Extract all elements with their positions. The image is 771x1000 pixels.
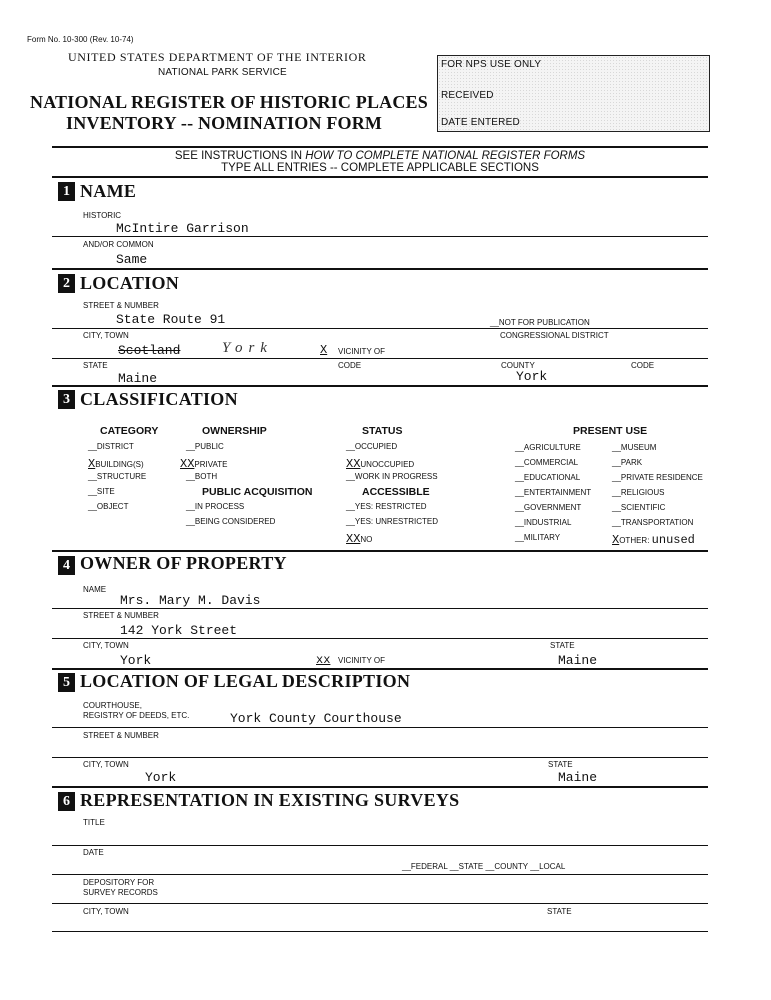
owner-street-field[interactable]: 142 York Street <box>120 623 238 638</box>
present-use-list-left <box>515 443 591 548</box>
nps-use-box <box>437 55 710 132</box>
owner-state-label: STATE <box>550 641 575 650</box>
form-title-line1: NATIONAL REGISTER OF HISTORIC PLACES <box>30 92 428 112</box>
owner-city-label: CITY, TOWN <box>83 641 129 650</box>
use-educational[interactable]: __EDUCATIONAL <box>515 473 581 482</box>
acquisition-in-process[interactable]: __IN PROCESS <box>186 502 245 511</box>
instructions-link[interactable]: HOW TO COMPLETE NATIONAL REGISTER FORMS <box>305 150 586 162</box>
category-object[interactable]: __OBJECT <box>88 502 129 511</box>
common-name-label: AND/OR COMMON <box>83 240 154 249</box>
form-title-line2: INVENTORY -- NOMINATION FORM <box>66 113 383 133</box>
category-district[interactable]: __DISTRICT <box>88 442 134 451</box>
use-other[interactable]: XOTHER: unused <box>612 533 695 547</box>
vicinity-mark[interactable]: X <box>320 343 328 357</box>
use-industrial[interactable]: __INDUSTRIAL <box>515 518 572 527</box>
public-acquisition-heading: PUBLIC ACQUISITION <box>202 486 313 498</box>
category-site[interactable]: __SITE <box>88 487 115 496</box>
category-buildings[interactable]: XBUILDING(S) <box>88 457 144 471</box>
received-label: RECEIVED <box>441 90 494 101</box>
accessible-no[interactable]: XXNO <box>346 532 373 546</box>
section-2-number: 2 <box>58 274 75 293</box>
location-street-field[interactable]: State Route 91 <box>116 312 226 327</box>
congressional-district-label: CONGRESSIONAL DISTRICT <box>500 331 609 340</box>
county-code-label: CODE <box>631 361 655 370</box>
use-agriculture[interactable]: __AGRICULTURE <box>515 443 581 452</box>
depository-label-2: SURVEY RECORDS <box>83 888 158 897</box>
status-occupied[interactable]: __OCCUPIED <box>346 442 398 451</box>
section-3-number: 3 <box>58 390 75 409</box>
accessible-heading: ACCESSIBLE <box>362 486 430 498</box>
section-5-number: 5 <box>58 673 75 692</box>
location-city-label: CITY, TOWN <box>83 331 129 340</box>
ownership-private[interactable]: XXPRIVATE <box>180 457 228 471</box>
use-museum[interactable]: __MUSEUM <box>612 443 657 452</box>
common-name-field[interactable]: Same <box>116 252 148 267</box>
section-2-title: LOCATION <box>80 273 180 293</box>
legal-city-field[interactable]: York <box>145 770 177 785</box>
owner-name-label: NAME <box>83 585 107 594</box>
present-use-heading: PRESENT USE <box>573 425 648 437</box>
legal-street-label: STREET & NUMBER <box>83 731 159 740</box>
section-6-number: 6 <box>58 792 75 811</box>
use-commercial[interactable]: __COMMERCIAL <box>515 458 579 467</box>
section-6-title: REPRESENTATION IN EXISTING SURVEYS <box>80 790 460 810</box>
accessible-unrestricted[interactable]: __YES: UNRESTRICTED <box>346 517 439 526</box>
handwritten-city: York <box>222 340 273 356</box>
owner-vicinity-label: VICINITY OF <box>338 656 385 665</box>
status-list <box>346 442 438 487</box>
section-4-title: OWNER OF PROPERTY <box>80 553 287 573</box>
acquisition-being-considered[interactable]: __BEING CONSIDERED <box>186 517 276 526</box>
use-entertainment[interactable]: __ENTERTAINMENT <box>515 488 592 497</box>
courthouse-label-1: COURTHOUSE, <box>83 701 142 710</box>
accessible-restricted[interactable]: __YES: RESTRICTED <box>346 502 427 511</box>
form-number: Form No. 10-300 (Rev. 10-74) <box>27 35 134 44</box>
status-unoccupied[interactable]: XXUNOCCUPIED <box>346 457 415 471</box>
county-field[interactable]: York <box>516 369 548 384</box>
owner-city-field[interactable]: York <box>120 653 152 668</box>
accessible-list <box>346 502 438 547</box>
category-heading: CATEGORY <box>100 425 159 437</box>
vicinity-label: VICINITY OF <box>338 347 385 356</box>
use-government[interactable]: __GOVERNMENT <box>515 503 582 512</box>
survey-state-label: STATE <box>547 907 572 916</box>
ownership-list <box>180 442 233 487</box>
instructions-text: SEE INSTRUCTIONS IN <box>174 150 306 162</box>
legal-state-label: STATE <box>548 760 573 769</box>
use-military[interactable]: __MILITARY <box>515 533 561 542</box>
ownership-heading: OWNERSHIP <box>202 425 267 437</box>
legal-state-field[interactable]: Maine <box>558 770 598 785</box>
owner-street-label: STREET & NUMBER <box>83 611 159 620</box>
present-use-list-right <box>612 443 703 548</box>
owner-state-field[interactable]: Maine <box>558 653 598 668</box>
legal-city-label: CITY, TOWN <box>83 760 129 769</box>
ownership-public[interactable]: __PUBLIC <box>186 442 224 451</box>
section-4-number: 4 <box>58 556 75 575</box>
nps-label: FOR NPS USE ONLY <box>441 59 542 70</box>
status-work-in-progress[interactable]: __WORK IN PROGRESS <box>346 472 438 481</box>
owner-name-field[interactable]: Mrs. Mary M. Davis <box>120 593 261 608</box>
use-other-value[interactable]: unused <box>651 533 695 547</box>
use-transportation[interactable]: __TRANSPORTATION <box>612 518 694 527</box>
location-state-label: STATE <box>83 361 108 370</box>
location-state-field[interactable]: Maine <box>118 371 158 386</box>
instructions-line1 <box>52 150 708 162</box>
department-name: UNITED STATES DEPARTMENT OF THE INTERIOR <box>68 50 367 64</box>
instructions-line2: TYPE ALL ENTRIES -- COMPLETE APPLICABLE SECTIONS <box>221 162 539 174</box>
county-label: COUNTY <box>501 361 535 370</box>
location-street-label: STREET & NUMBER <box>83 301 159 310</box>
survey-levels[interactable]: __FEDERAL __STATE __COUNTY __LOCAL <box>402 862 566 871</box>
depository-label-1: DEPOSITORY FOR <box>83 878 155 887</box>
acquisition-list <box>186 502 275 532</box>
survey-date-label: DATE <box>83 848 104 857</box>
state-code-label: CODE <box>338 361 362 370</box>
date-entered-label: DATE ENTERED <box>441 117 520 128</box>
section-1-title: NAME <box>80 181 137 201</box>
historic-label: HISTORIC <box>83 211 122 220</box>
historic-name-field[interactable]: McIntire Garrison <box>116 221 249 236</box>
use-private-residence[interactable]: __PRIVATE RESIDENCE <box>612 473 703 482</box>
ownership-both[interactable]: __BOTH <box>186 472 218 481</box>
category-structure[interactable]: __STRUCTURE <box>88 472 147 481</box>
survey-title-label: TITLE <box>83 818 105 827</box>
courthouse-field[interactable]: York County Courthouse <box>230 711 402 726</box>
section-5-title: LOCATION OF LEGAL DESCRIPTION <box>80 671 411 691</box>
use-religious[interactable]: __RELIGIOUS <box>612 488 665 497</box>
section-3-title: CLASSIFICATION <box>80 389 238 409</box>
location-city-field[interactable]: Scotland <box>118 343 181 358</box>
agency-name: NATIONAL PARK SERVICE <box>158 67 287 78</box>
section-1-number: 1 <box>58 182 75 201</box>
use-scientific[interactable]: __SCIENTIFIC <box>612 503 666 512</box>
owner-vicinity-mark[interactable]: xx <box>316 653 331 667</box>
not-for-publication[interactable]: __NOT FOR PUBLICATION <box>490 318 590 327</box>
use-park[interactable]: __PARK <box>612 458 643 467</box>
courthouse-label-2: REGISTRY OF DEEDS, ETC. <box>83 711 190 720</box>
category-list <box>88 442 146 517</box>
survey-city-label: CITY, TOWN <box>83 907 129 916</box>
status-heading: STATUS <box>362 425 403 437</box>
